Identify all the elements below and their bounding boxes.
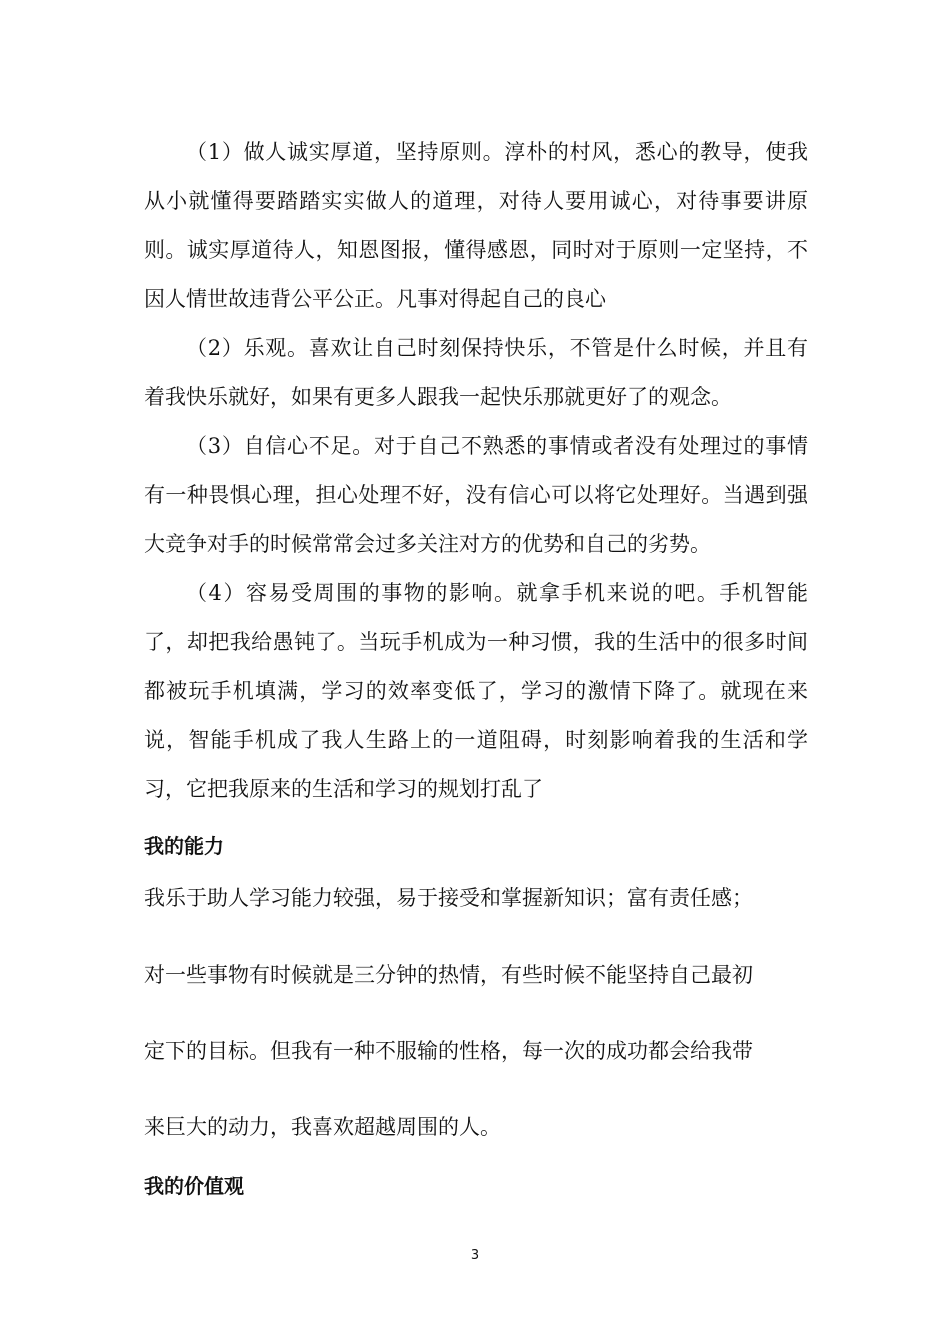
ability-line: 我乐于助人学习能力较强，易于接受和掌握新知识；富有责任感； <box>144 886 753 910</box>
ability-line: 定下的目标。但我有一种不服输的性格，每一次的成功都会给我带 <box>144 1039 753 1063</box>
section-heading-values: 我的价值观 <box>144 1174 244 1198</box>
paragraph-influence: （4）容易受周围的事物的影响。就拿手机来说的吧。手机智能了，却把我给愚钝了。当玩手机成为一种习惯，我的生活中的很多时间都被玩手机填满，学习的效率变低了，学习的激情下降了。就现在来说，智能手机成了我人生路上的一道阻碍，时刻影响着我的生活和学习，它把我原来的生活和学习的规划打乱了 <box>144 581 808 801</box>
ability-line: 来巨大的动力，我喜欢超越周围的人。 <box>144 1115 501 1139</box>
paragraph-optimism: （2）乐观。喜欢让自己时刻保持快乐，不管是什么时候，并且有着我快乐就好，如果有更多人跟我一起快乐那就更好了的观念。 <box>144 336 808 409</box>
section-heading-ability: 我的能力 <box>144 834 224 858</box>
paragraph-confidence: （3）自信心不足。对于自己不熟悉的事情或者没有处理过的事情有一种畏惧心理，担心处理不好，没有信心可以将它处理好。当遇到强大竞争对手的时候常常会过多关注对方的优势和自己的劣势。 <box>144 434 808 556</box>
ability-line: 对一些事物有时候就是三分钟的热情，有些时候不能坚持自己最初 <box>144 963 753 987</box>
page-number: 3 <box>470 1248 480 1263</box>
paragraph-honesty: （1）做人诚实厚道，坚持原则。淳朴的村风，悉心的教导，使我从小就懂得要踏踏实实做人的道理，对待人要用诚心，对待事要讲原则。诚实厚道待人，知恩图报，懂得感恩，同时对于原则一定坚持，不因人情世故违背公平公正。凡事对得起自己的良心 <box>144 140 808 311</box>
